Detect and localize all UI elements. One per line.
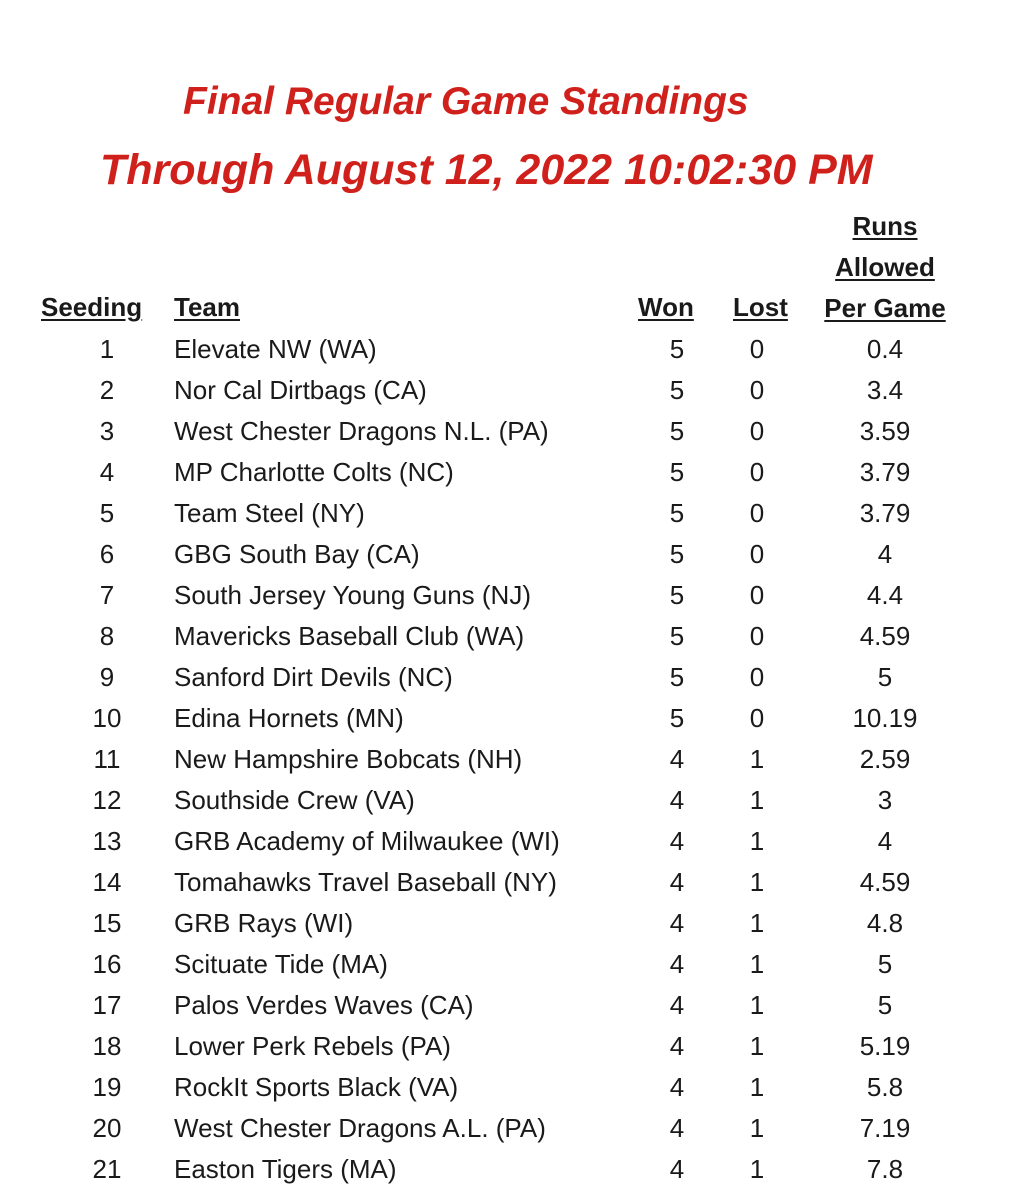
seed-cell: 6 — [99, 539, 115, 569]
table-row — [0, 373, 1014, 414]
won-cell: 4 — [669, 1031, 685, 1061]
runs-cell: 3 — [877, 785, 893, 815]
table-row — [0, 1029, 1014, 1070]
table-row — [0, 1152, 1014, 1193]
seed-cell: 18 — [92, 1031, 122, 1061]
won-cell: 4 — [669, 1154, 685, 1184]
team-cell: South Jersey Young Guns (NJ) — [174, 580, 531, 610]
team-cell: MP Charlotte Colts (NC) — [174, 457, 454, 487]
seed-cell: 17 — [92, 990, 122, 1020]
page-title: Final Regular Game Standings — [183, 80, 749, 123]
team-cell: Elevate NW (WA) — [174, 334, 377, 364]
team-cell: Lower Perk Rebels (PA) — [174, 1031, 451, 1061]
seed-cell: 5 — [99, 498, 115, 528]
runs-cell: 10.19 — [852, 703, 918, 733]
team-cell: GRB Academy of Milwaukee (WI) — [174, 826, 560, 856]
won-cell: 4 — [669, 908, 685, 938]
lost-cell: 1 — [749, 785, 765, 815]
team-cell: Nor Cal Dirtbags (CA) — [174, 375, 427, 405]
lost-cell: 1 — [749, 867, 765, 897]
lost-cell: 0 — [749, 662, 765, 692]
seed-cell: 14 — [92, 867, 122, 897]
runs-cell: 5.19 — [859, 1031, 911, 1061]
seed-cell: 3 — [99, 416, 115, 446]
team-cell: Mavericks Baseball Club (WA) — [174, 621, 525, 651]
team-cell: Edina Hornets (MN) — [174, 703, 404, 733]
lost-cell: 1 — [749, 1031, 765, 1061]
won-cell: 5 — [669, 662, 685, 692]
won-cell: 4 — [669, 990, 685, 1020]
table-row — [0, 332, 1014, 373]
header-lost: Lost — [733, 292, 788, 322]
seed-cell: 7 — [99, 580, 115, 610]
won-cell: 5 — [669, 498, 685, 528]
table-row — [0, 906, 1014, 947]
lost-cell: 0 — [749, 416, 765, 446]
seed-cell: 19 — [92, 1072, 122, 1102]
table-row — [0, 701, 1014, 742]
table-row — [0, 988, 1014, 1029]
won-cell: 4 — [669, 1113, 685, 1143]
seed-cell: 21 — [92, 1154, 122, 1184]
team-cell: Sanford Dirt Devils (NC) — [174, 662, 453, 692]
team-cell: Palos Verdes Waves (CA) — [174, 990, 474, 1020]
header-runs-line3: Per Game — [824, 293, 946, 323]
runs-cell: 7.19 — [859, 1113, 911, 1143]
table-row — [0, 537, 1014, 578]
table-row — [0, 619, 1014, 660]
seed-cell: 20 — [92, 1113, 122, 1143]
seed-cell: 16 — [92, 949, 122, 979]
runs-cell: 4 — [877, 539, 893, 569]
lost-cell: 0 — [749, 621, 765, 651]
team-cell: New Hampshire Bobcats (NH) — [174, 744, 523, 774]
won-cell: 5 — [669, 375, 685, 405]
lost-cell: 1 — [749, 949, 765, 979]
lost-cell: 1 — [749, 744, 765, 774]
runs-cell: 3.59 — [859, 416, 911, 446]
runs-cell: 7.8 — [866, 1154, 904, 1184]
header-seeding: Seeding — [41, 292, 143, 322]
runs-cell: 5 — [877, 949, 893, 979]
runs-cell: 3.79 — [859, 498, 911, 528]
won-cell: 5 — [669, 621, 685, 651]
seed-cell: 9 — [99, 662, 115, 692]
won-cell: 4 — [669, 744, 685, 774]
won-cell: 4 — [669, 785, 685, 815]
table-row — [0, 824, 1014, 865]
lost-cell: 1 — [749, 1113, 765, 1143]
seed-cell: 12 — [92, 785, 122, 815]
seed-cell: 15 — [92, 908, 122, 938]
header-team: Team — [174, 292, 240, 322]
runs-allowed-header — [812, 210, 958, 333]
won-cell: 5 — [669, 539, 685, 569]
table-row — [0, 783, 1014, 824]
lost-cell: 0 — [749, 498, 765, 528]
lost-cell: 0 — [749, 539, 765, 569]
lost-cell: 0 — [749, 703, 765, 733]
seed-cell: 2 — [99, 375, 115, 405]
lost-cell: 1 — [749, 990, 765, 1020]
lost-cell: 0 — [749, 580, 765, 610]
team-cell: Scituate Tide (MA) — [174, 949, 388, 979]
won-cell: 5 — [669, 703, 685, 733]
table-row — [0, 455, 1014, 496]
lost-cell: 0 — [749, 457, 765, 487]
won-cell: 5 — [669, 334, 685, 364]
runs-cell: 0.4 — [866, 334, 904, 364]
team-cell: RockIt Sports Black (VA) — [174, 1072, 459, 1102]
table-row — [0, 578, 1014, 619]
header-won: Won — [638, 292, 694, 322]
table-row — [0, 947, 1014, 988]
runs-cell: 3.79 — [859, 457, 911, 487]
runs-cell: 2.59 — [859, 744, 911, 774]
table-row — [0, 660, 1014, 701]
team-cell: West Chester Dragons A.L. (PA) — [174, 1113, 546, 1143]
lost-cell: 1 — [749, 826, 765, 856]
header-runs-line2: Allowed — [835, 252, 935, 282]
team-cell: Southside Crew (VA) — [174, 785, 415, 815]
won-cell: 5 — [669, 457, 685, 487]
team-cell: Easton Tigers (MA) — [174, 1154, 397, 1184]
page-subtitle: Through August 12, 2022 10:02:30 PM — [100, 146, 873, 194]
table-row — [0, 1070, 1014, 1111]
team-cell: Team Steel (NY) — [174, 498, 365, 528]
seed-cell: 11 — [93, 744, 121, 774]
team-cell: GRB Rays (WI) — [174, 908, 354, 938]
team-cell: GBG South Bay (CA) — [174, 539, 420, 569]
seed-cell: 1 — [99, 334, 115, 364]
team-cell: Tomahawks Travel Baseball (NY) — [174, 867, 557, 897]
runs-cell: 4 — [877, 826, 893, 856]
runs-cell: 5 — [877, 990, 893, 1020]
lost-cell: 0 — [749, 375, 765, 405]
runs-cell: 5.8 — [866, 1072, 904, 1102]
lost-cell: 1 — [749, 1072, 765, 1102]
standings-table — [0, 332, 1014, 1193]
lost-cell: 1 — [749, 908, 765, 938]
team-cell: West Chester Dragons N.L. (PA) — [174, 416, 549, 446]
table-row — [0, 496, 1014, 537]
seed-cell: 8 — [99, 621, 115, 651]
runs-cell: 4.59 — [859, 621, 911, 651]
runs-cell: 4.4 — [866, 580, 904, 610]
won-cell: 4 — [669, 1072, 685, 1102]
table-row — [0, 1111, 1014, 1152]
runs-cell: 5 — [877, 662, 893, 692]
seed-cell: 4 — [99, 457, 115, 487]
lost-cell: 1 — [749, 1154, 765, 1184]
lost-cell: 0 — [749, 334, 765, 364]
won-cell: 5 — [669, 580, 685, 610]
runs-cell: 3.4 — [866, 375, 904, 405]
won-cell: 4 — [669, 826, 685, 856]
won-cell: 4 — [669, 949, 685, 979]
won-cell: 4 — [669, 867, 685, 897]
runs-cell: 4.59 — [859, 867, 911, 897]
won-cell: 5 — [669, 416, 685, 446]
seed-cell: 10 — [92, 703, 122, 733]
table-row — [0, 865, 1014, 906]
seed-cell: 13 — [92, 826, 122, 856]
table-row — [0, 742, 1014, 783]
table-row — [0, 414, 1014, 455]
header-runs-line1: Runs — [852, 211, 918, 241]
runs-cell: 4.8 — [866, 908, 904, 938]
